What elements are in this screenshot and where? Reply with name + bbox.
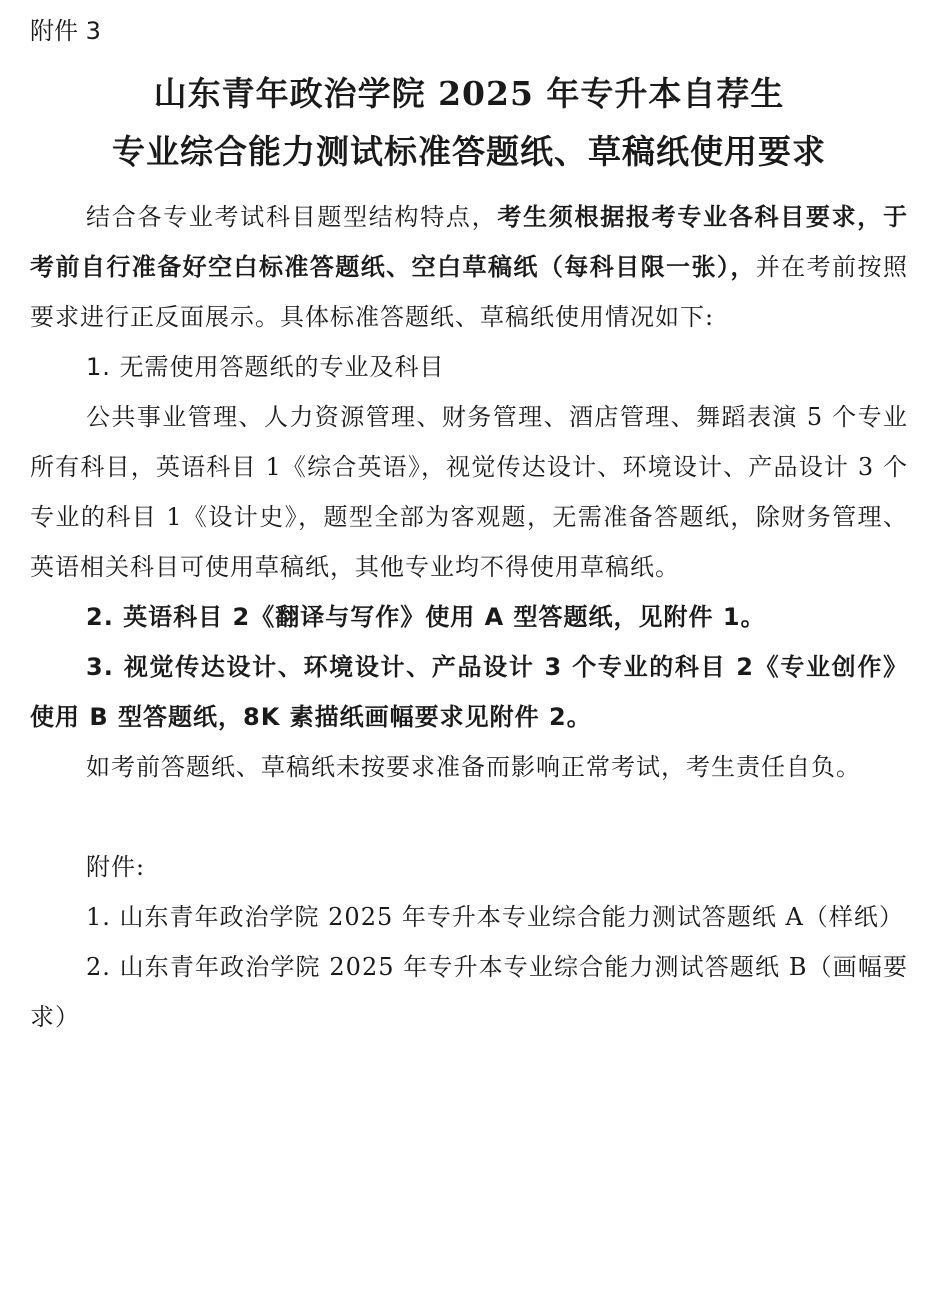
title-line-1: 山东青年政治学院 2025 年专升本自荐生 bbox=[153, 74, 785, 113]
closing-paragraph: 如考前答题纸、草稿纸未按要求准备而影响正常考试，考生责任自负。 bbox=[86, 753, 861, 781]
section-1-body: 公共事业管理、人力资源管理、财务管理、酒店管理、舞蹈表演 5 个专业所有科目，英语科目 1《综合英语》，视觉传达设计、环境设计、产品设计 3 个专业的科目 1《设计史》，题型全部为客观题，无需准备答题纸，除财务管理、英语相关科目可使用草稿纸，其他专业均不得使用草稿纸。 bbox=[30, 403, 908, 581]
title-line-2-emphasis: 专业综合能力测试 bbox=[112, 132, 384, 171]
intro-paragraph bbox=[30, 192, 908, 342]
title-line-2-rest: 标准答题纸、草稿纸使用要求 bbox=[384, 132, 826, 171]
document-body bbox=[30, 192, 908, 1042]
intro-part-2-bold: 考生须根据报考专业各科目要求，于考前自行准备好空白标准答题纸、空白草稿纸（每科目限一张）， bbox=[30, 202, 909, 281]
attachments-label: 附件: bbox=[86, 853, 146, 881]
section-2-paragraph: 2. 英语科目 2《翻译与写作》使用 A 型答题纸，见附件 1。 bbox=[86, 603, 766, 631]
intro-part-3: 并在考前按照要求进行正反面展示。具体标准答题纸、草稿纸使用情况如下: bbox=[30, 253, 909, 331]
intro-part-1: 结合各专业考试科目题型结构特点， bbox=[86, 203, 498, 231]
attachment-label: 附件 3 bbox=[30, 17, 101, 45]
attachment-item-1: 1. 山东青年政治学院 2025 年专升本专业综合能力测试答题纸 A（样纸） bbox=[86, 903, 904, 931]
section-3-paragraph: 3. 视觉传达设计、环境设计、产品设计 3 个专业的科目 2《专业创作》使用 B 型答题纸，8K 素描纸画幅要求见附件 2。 bbox=[30, 653, 908, 731]
attachment-item-2: 2. 山东青年政治学院 2025 年专升本专业综合能力测试答题纸 B（画幅要求） bbox=[30, 953, 908, 1031]
section-1-heading: 1. 无需使用答题纸的专业及科目 bbox=[86, 353, 445, 381]
spacer bbox=[30, 792, 908, 842]
title-line-2 bbox=[0, 130, 938, 174]
